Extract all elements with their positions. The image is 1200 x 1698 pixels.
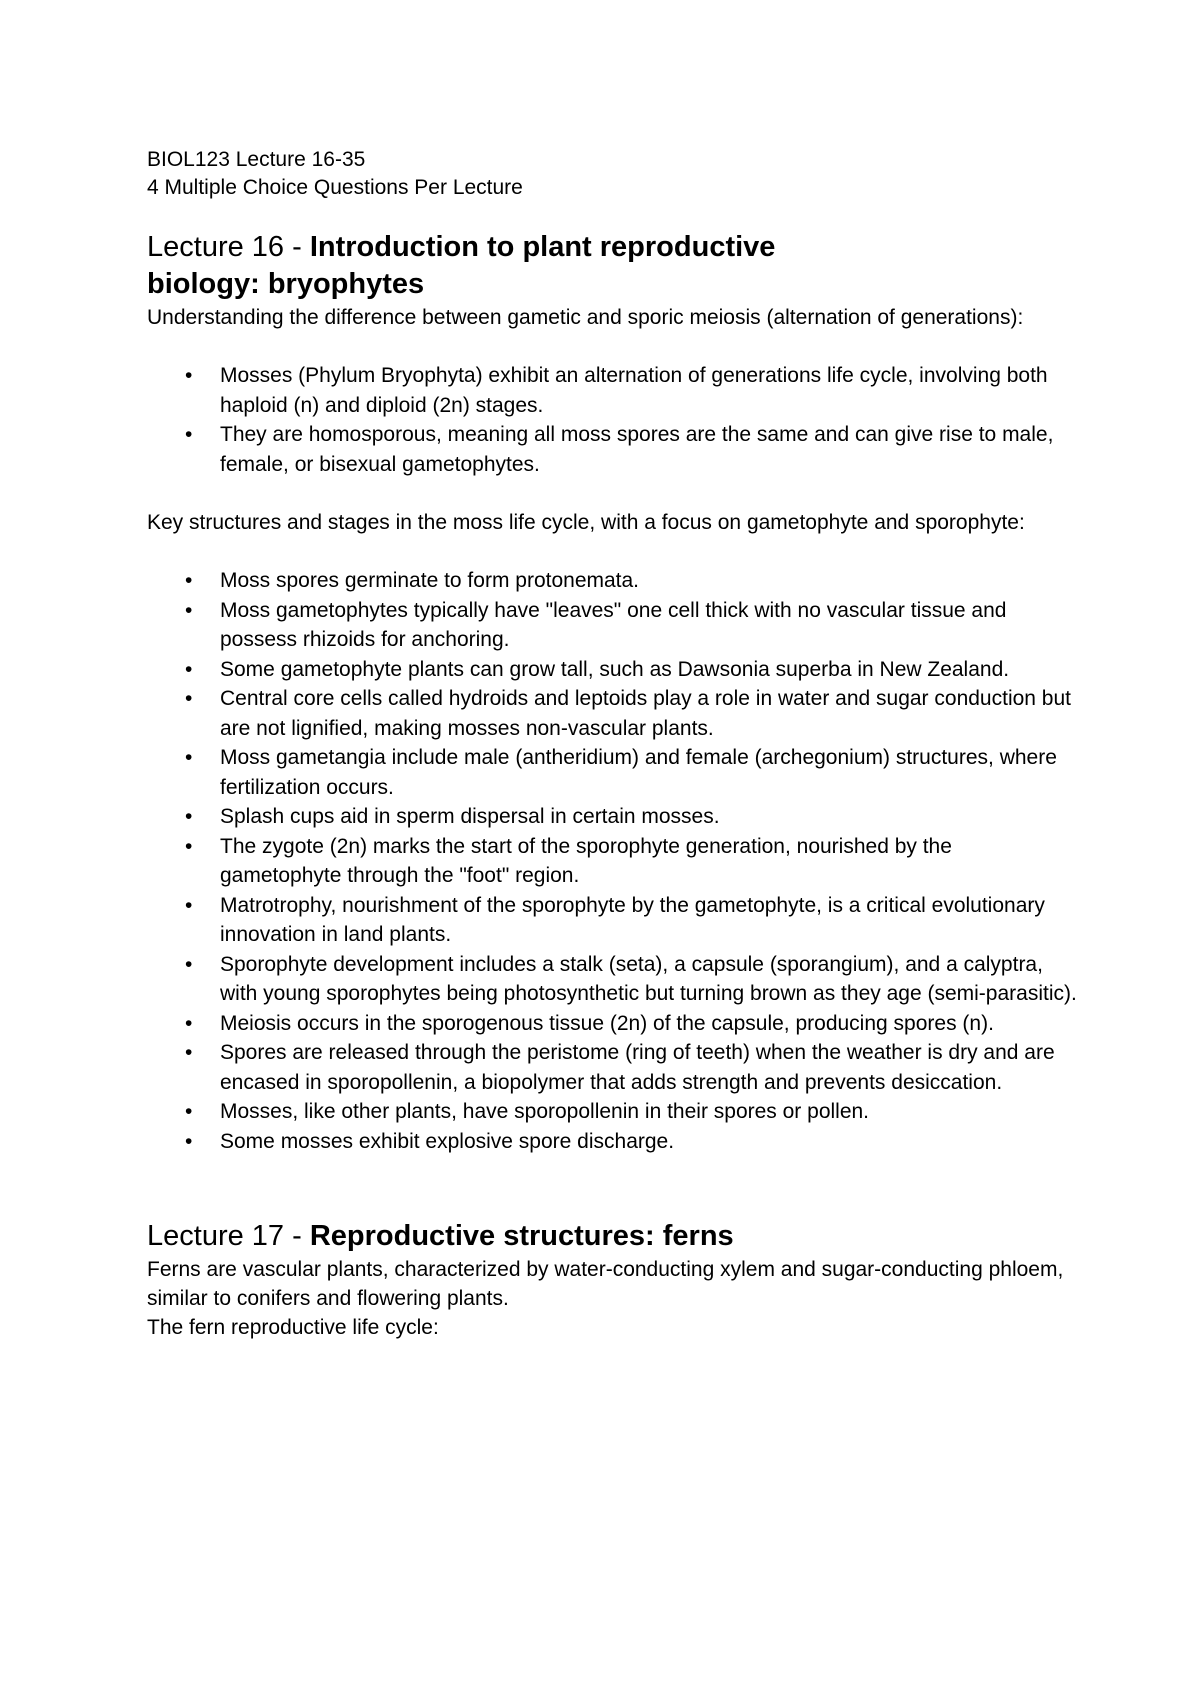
bullet-icon: • bbox=[185, 1041, 193, 1064]
list-item bbox=[147, 891, 1077, 950]
bullet-icon: • bbox=[185, 687, 193, 710]
bullet-icon: • bbox=[185, 364, 193, 387]
list-item-text: Moss gametangia include male (antheridium) and female (archegonium) structures, where fertilization occurs. bbox=[220, 746, 1057, 799]
list-item-text: Spores are released through the peristome (ring of teeth) when the weather is dry and are encased in sporopollenin, a biopolymer that adds strength and prevents desiccation. bbox=[220, 1041, 1055, 1094]
list-item bbox=[147, 1097, 1077, 1127]
list-item-text: Some mosses exhibit explosive spore discharge. bbox=[220, 1129, 675, 1153]
document-content bbox=[147, 146, 1077, 1342]
bullet-icon: • bbox=[185, 423, 193, 446]
bullet-icon: • bbox=[185, 805, 193, 828]
lecture16-intro: Understanding the difference between gametic and sporic meiosis (alternation of generations): bbox=[147, 306, 1024, 329]
lecture17-heading-title: Reproductive structures: ferns bbox=[309, 1220, 734, 1252]
list-item bbox=[147, 420, 1077, 479]
bullet-icon: • bbox=[185, 657, 193, 681]
list-item-text: Sporophyte development includes a stalk (seta), a capsule (sporangium), and a calyptra, with young sporophytes being photosynthetic but turning brown as they age (semi-parasitic). bbox=[220, 952, 1077, 1005]
list-item-text: Central core cells called hydroids and leptoids play a role in water and sugar conduction but are not lignified, making mosses non-vascular plants. bbox=[220, 687, 1071, 740]
list-item bbox=[147, 1009, 1077, 1039]
list-item bbox=[147, 655, 1077, 685]
list-item bbox=[147, 361, 1077, 420]
bullet-icon: • bbox=[185, 1100, 193, 1123]
list-item-text: Mosses (Phylum Bryophyta) exhibit an alternation of generations life cycle, involving both haploid (n) and diploid (2n) stages. bbox=[220, 364, 1048, 417]
bullet-icon: • bbox=[185, 569, 193, 592]
lecture16-heading-prefix: Lecture 16 - bbox=[147, 231, 310, 263]
list-item bbox=[147, 802, 1077, 832]
list-item bbox=[147, 743, 1077, 802]
lecture16-heading-title: Introduction to plant reproductive bbox=[309, 231, 776, 263]
lecture17-life-cycle-label: The fern reproductive life cycle: bbox=[147, 1316, 439, 1339]
bullet-icon: • bbox=[185, 952, 193, 976]
list-item-text: Moss gametophytes typically have "leaves" one cell thick with no vascular tissue and possess rhizoids for anchoring. bbox=[220, 598, 1007, 651]
bullet-icon: • bbox=[185, 1129, 193, 1153]
list-item bbox=[147, 1127, 1077, 1157]
list-item bbox=[147, 684, 1077, 743]
lecture16-bullet-list-1 bbox=[147, 361, 1077, 479]
course-title: BIOL123 Lecture 16-35 bbox=[147, 148, 366, 171]
bullet-icon: • bbox=[185, 1011, 193, 1035]
bullet-icon: • bbox=[185, 746, 193, 769]
list-item-text: Mosses, like other plants, have sporopollenin in their spores or pollen. bbox=[220, 1100, 870, 1123]
course-subtitle: 4 Multiple Choice Questions Per Lecture bbox=[147, 176, 523, 199]
list-item bbox=[147, 950, 1077, 1009]
list-item-text: The zygote (2n) marks the start of the sporophyte generation, nourished by the gametophyte through the "foot" region. bbox=[220, 834, 952, 887]
bullet-icon: • bbox=[185, 598, 193, 622]
list-item-text: Splash cups aid in sperm dispersal in certain mosses. bbox=[220, 805, 720, 828]
list-item bbox=[147, 1038, 1077, 1097]
bullet-icon: • bbox=[185, 834, 193, 858]
list-item bbox=[147, 596, 1077, 655]
lecture16-bullet-list-2 bbox=[147, 566, 1077, 1156]
lecture17-heading-prefix: Lecture 17 - bbox=[147, 1220, 310, 1252]
lecture16-key-structures-intro: Key structures and stages in the moss life cycle, with a focus on gametophyte and sporophyte: bbox=[147, 511, 1025, 534]
lecture17-heading bbox=[147, 1218, 1077, 1255]
list-item-text: Matrotrophy, nourishment of the sporophyte by the gametophyte, is a critical evolutionary innovation in land plants. bbox=[220, 893, 1045, 946]
list-item-text: Some gametophyte plants can grow tall, such as Dawsonia superba in New Zealand. bbox=[220, 657, 1010, 681]
bullet-icon: • bbox=[185, 893, 193, 917]
list-item-text: Meiosis occurs in the sporogenous tissue (2n) of the capsule, producing spores (n). bbox=[220, 1011, 994, 1035]
list-item-text: Moss spores germinate to form protonemata. bbox=[220, 569, 640, 592]
lecture16-heading-title-cont: biology: bryophytes bbox=[147, 268, 425, 300]
list-item bbox=[147, 832, 1077, 891]
lecture17-intro: Ferns are vascular plants, characterized by water-conducting xylem and sugar-conducting phloem, similar to conifers and flowering plants. bbox=[147, 1258, 1064, 1310]
list-item-text: They are homosporous, meaning all moss spores are the same and can give rise to male, female, or bisexual gametophytes. bbox=[220, 423, 1054, 476]
list-item bbox=[147, 566, 1077, 596]
lecture16-heading bbox=[147, 229, 1077, 303]
